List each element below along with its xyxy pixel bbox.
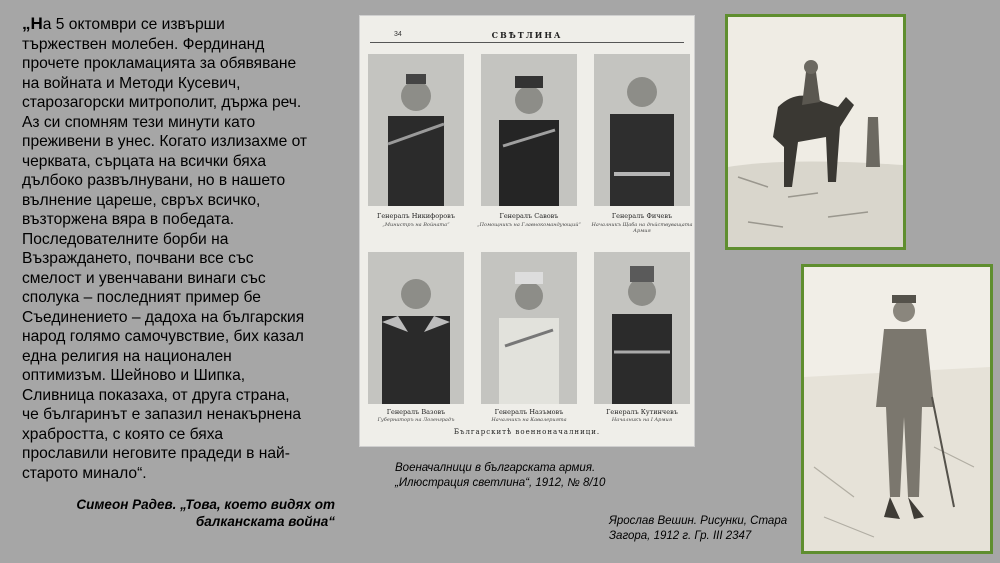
portrait-name: Генералъ Кутинчевъ (606, 408, 678, 416)
portrait-role: „Помощникъ на Главнокомандующий“ (477, 222, 581, 228)
sketch-standing-officer (801, 264, 993, 554)
magazine-title: СВѢТЛИНА (491, 30, 563, 40)
portrait-photo (481, 252, 577, 404)
magazine-page-number: 34 (394, 31, 402, 38)
magazine-footer: Българскитѣ военноначалници. (453, 428, 601, 436)
portrait-role: Началникъ Щаба на дѣйствуващата Армия (591, 222, 693, 234)
portrait-name: Генералъ Назъмовъ (494, 408, 564, 416)
magazine-page (360, 16, 694, 446)
portrait-name: Генералъ Вазовъ (386, 408, 446, 416)
portrait-role: „Министръ на Войната“ (382, 222, 450, 228)
header-rule (370, 42, 684, 43)
sketch-rider-on-horse (725, 14, 906, 250)
portrait-role: Началникъ на Кавалерията (491, 417, 567, 423)
drawings-caption: Ярослав Вешин. Рисунки, Стара Загора, 1912 г. Гр. III 2347 (609, 515, 788, 542)
portrait-role: Губернаторъ на Лозенградъ (377, 417, 455, 423)
portrait-name: Генералъ Никифоровъ (377, 212, 455, 220)
portrait-name: Генералъ Савовъ (499, 212, 559, 220)
quote-body: а 5 октомври се извърши тържествен молебен. Фердинанд прочете прокламацията за обявяване на войната и Методи Кусевич, старозагорски митрополит, държа реч. Аз си спомням тези минути като преживени в унес. Когато излизахме от черквата, сърцата на всички бяха дълбоко развълнувани, но в нашето вълнение цареше, свръх всичко, възторжена вяра в победата. Последователните борби на Възраждането, почвани все със смелост и увенчавани винаги със сполука – последният пример бе Съединението – дадоха на българския народ голямо самочувствие, бих казал една религия на национален оптимизъм. Шейново и Шипка, Сливница показаха, от друга страна, че българинът е запазил ненакърнена храбростта, с която се бяха прославили неговите прадеди в най- старото минало“. (22, 16, 308, 482)
portrait-role: Началникъ на I Армия (611, 417, 673, 423)
portrait-photo (481, 54, 577, 206)
portrait-photo (368, 54, 464, 206)
quote-text (22, 14, 342, 483)
portrait-photo (594, 252, 690, 404)
quote-first-letter: „Н (22, 14, 43, 33)
magazine-caption: Военачалници в българската армия. „Илюстрация светлина“, 1912, № 8/10 (395, 462, 606, 489)
portrait-photo (368, 252, 464, 404)
portrait-photo (594, 54, 690, 206)
portrait-name: Генералъ Фичевъ (611, 212, 673, 220)
quote-attribution: Симеон Радев. „Това, което видях от балканската война“ (76, 497, 335, 529)
